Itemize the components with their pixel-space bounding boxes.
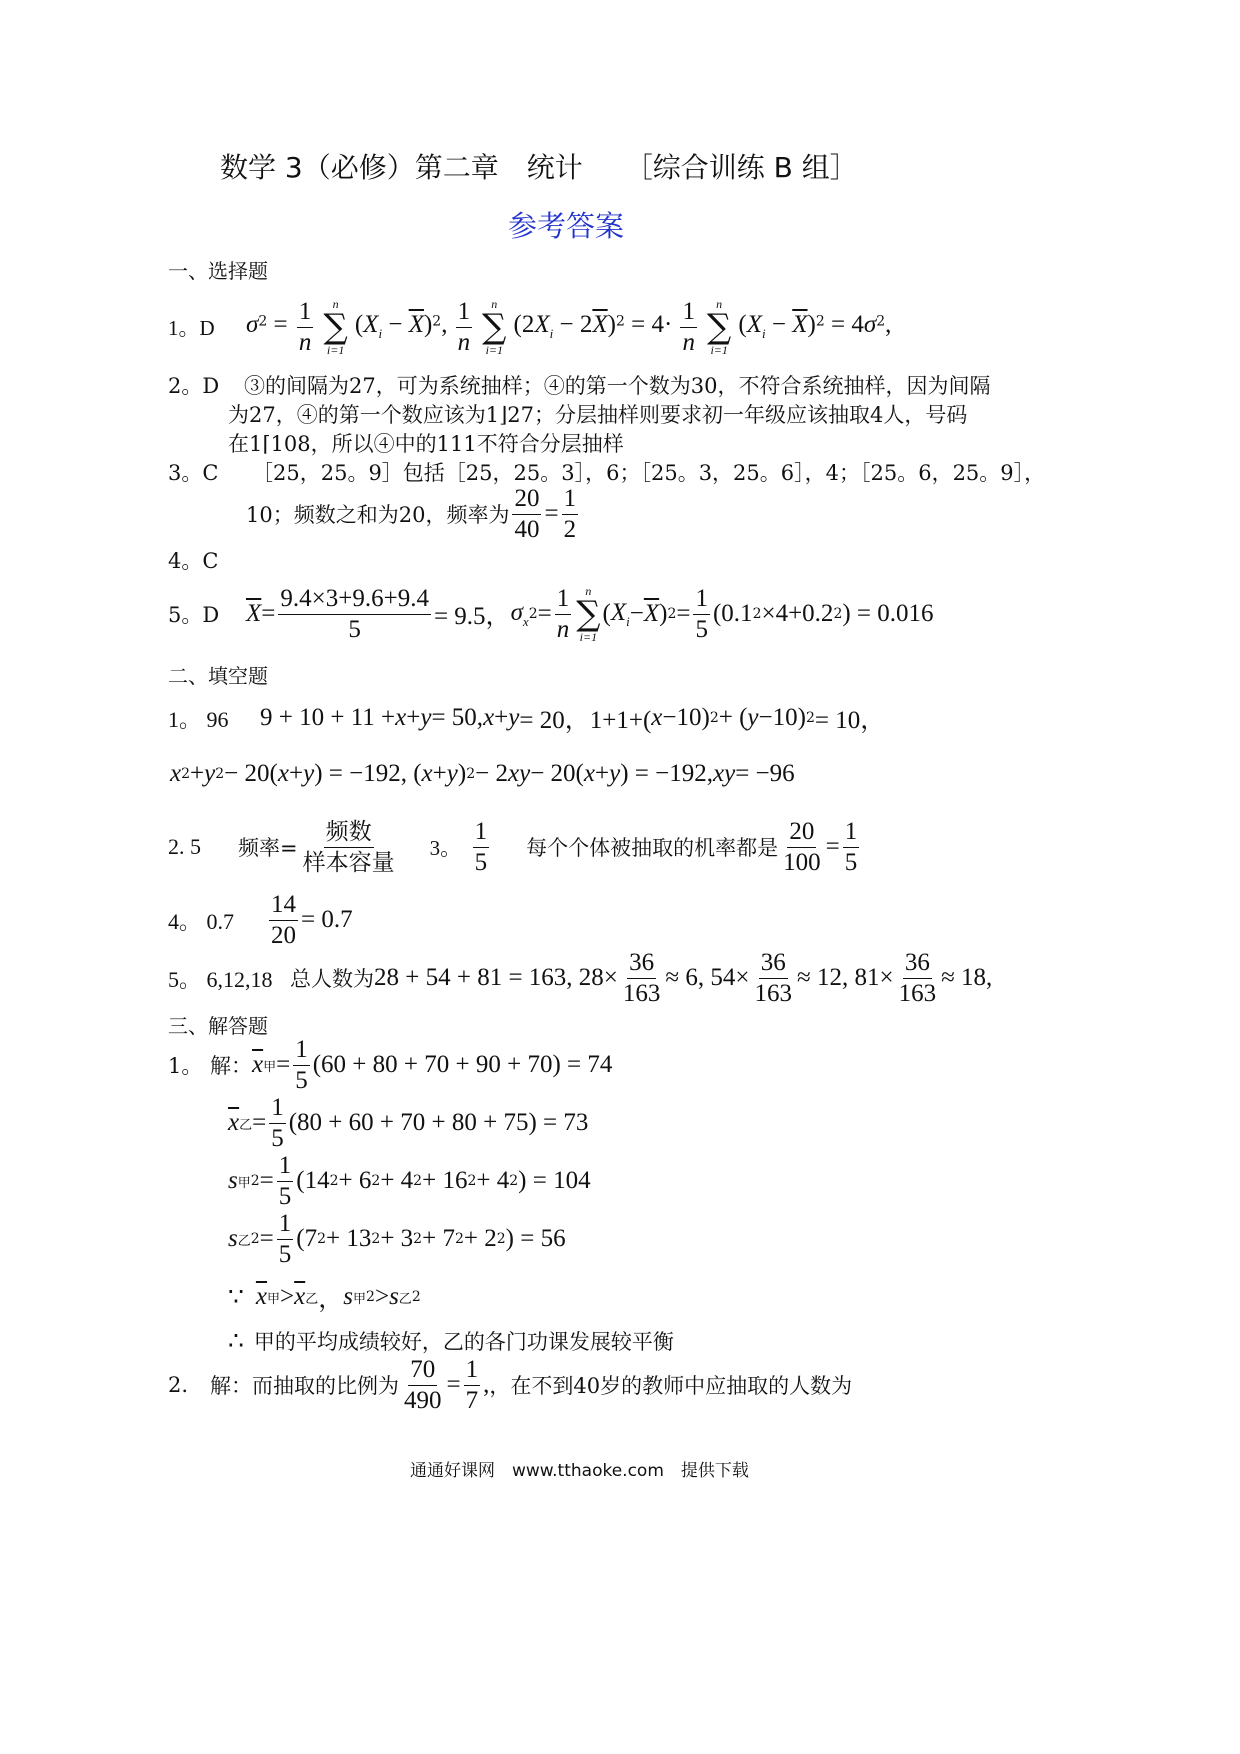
choice-q5: 5。D $\overline{X}$ = $\frac{9.4\times 3+9.6+9.4}{5}$ = 9.5， $\sigma_x$ 2 = $\frac{1}{n}$ n ∑ i=1 ( $X_i$ − $\overline{X}$ ) 2 = $\frac{1}{5}$ (0.1 2 ×4+0.2 2 ) = 0.016	[168, 584, 934, 644]
choice-q2-line1: ③的间隔为27，可为系统抽样；④的第一个数为30，不符合系统抽样，因为间隔	[244, 374, 991, 398]
section-solve-heading: 三、解答题	[168, 1014, 268, 1038]
fill-q2-text: 频率=	[238, 836, 298, 860]
choice-q3-line2-row: 10；频数之和为20，频率为 $\frac{20}{40}$ = $\frac{1}{2}$	[246, 484, 577, 543]
fill-q4: 4。 0.7 $\frac{14}{20}$ = 0.7	[168, 890, 353, 949]
fill-q5-text: 总人数为	[290, 967, 374, 991]
solve-q1-line4: s 乙 2 = $\frac{1}{5}$ (7 2 + 13 2 + 3 2 + 7 2 + 2 2 ) = 56	[228, 1209, 566, 1268]
solve-q2: 2. 解：而抽取的比例为 $\frac{70}{490}$ = $\frac{1}{7}$ , ，在不到40岁的教师中应抽取的人数为	[168, 1355, 853, 1414]
choice-q2-line3: 在1⌈108，所以④中的111不符合分层抽样	[228, 432, 624, 456]
footer-credit: 通通好课网 www.tthaoke.com 提供下载	[410, 1461, 749, 1481]
choice-q5-label: 5。D	[168, 603, 220, 627]
solve-q2-post: ，在不到40岁的教师中应抽取的人数为	[489, 1374, 853, 1398]
page-subtitle: 参考答案	[508, 209, 625, 243]
fill-q4-label: 4。 0.7	[168, 908, 235, 934]
fill-q2-den: 样本容量	[302, 849, 395, 876]
solve-q1-line5: ∵ $\overline{x}$ 甲 > $\overline{x}$ 乙 ， s 甲 2 > s 乙 2	[228, 1283, 421, 1313]
fill-q1-label: 1。 96	[168, 706, 229, 732]
therefore-symbol: ∴	[228, 1328, 244, 1355]
choice-q3-line1: ［25，25。9］包括［25，25。3］，6；［25。3，25。6］，4；［25。6，25。9］，	[252, 461, 1046, 485]
choice-q2-line2: 为27，④的第一个数应该为1⌋27；分层抽样则要求初一年级应该抽取4人，号码	[228, 403, 968, 427]
fill-q2-q3: 2. 5 频率= $\frac{\text{频数}}{\text{样本容量}}$ 3。 $\frac{1}{5}$ 每个个体被抽取的机率都是 $\frac{20}{100}$ = $\frac{1}{5}$	[168, 817, 858, 876]
fill-q1: 1。 96 9 + 10 + 11 + x + y = 50, x + y = 20，1+1+( x −10) 2 + ( y −10) 2 = 10，	[168, 704, 886, 734]
fill-q3-label: 3。	[429, 836, 462, 860]
solve-q1-label: 1。	[168, 1054, 203, 1078]
fill-q3-text: 每个个体被抽取的机率都是	[526, 836, 779, 860]
solve-q1-line3: s 甲 2 = $\frac{1}{5}$ (14 2 + 6 2 + 4 2 + 16 2 + 4 2 ) = 104	[228, 1151, 591, 1210]
fill-q5: 5。 6,12,18 总人数为 28 + 54 + 81 = 163, 28× $\frac{36}{163}$ ≈ 6, 54× $\frac{36}{163}$ ≈ 12, 81× $\frac{36}{163}$ ≈ 18,	[168, 948, 993, 1007]
choice-q1-label: 1。D	[168, 316, 215, 340]
fill-q2-num: 频数	[324, 817, 374, 848]
solve-q1-line2: $\overline{x}$ 乙 = $\frac{1}{5}$ (80 + 60 + 70 + 80 + 75) = 73	[228, 1093, 589, 1152]
section-choice-heading: 一、选择题	[168, 259, 268, 283]
choice-q4-label: 4。C	[168, 549, 219, 573]
choice-q3-label: 3。C	[168, 461, 219, 485]
choice-q1-formula: $\sigma^2$ = $\frac{1}{n}$ n ∑ i=1 $(X_i - \overline{X})^2$, $\frac{1}{n}$ n ∑ i=1 $(2X_i - 2\overline{X})^2 = 4\cdot$ $\frac{1}{n}$ n ∑ i=1 $(X_i - \overline{X})^2 = 4\sigma^2$,	[246, 297, 892, 357]
choice-q3-line2: 10；频数之和为20，频率为	[246, 503, 510, 527]
choice-q1	[168, 297, 891, 357]
solve-q2-label: 2.	[168, 1373, 189, 1397]
fill-q5-label: 5。 6,12,18	[168, 966, 273, 992]
fill-q1-line2: x 2 + y 2 − 20( x + y ) = −192, ( x + y ) 2 − 2 xy − 20( x + y ) = −192, xy = −96	[170, 760, 795, 787]
fill-q2-label: 2. 5	[168, 834, 201, 859]
because-symbol: ∵	[228, 1284, 244, 1311]
solve-q1-conclusion: 甲的平均成绩较好，乙的各门功课发展较平衡	[253, 1330, 674, 1354]
page-title: 数学 3（必修）第二章 统计 ［综合训练 B 组］	[220, 151, 858, 184]
choice-q2-label: 2。D	[168, 374, 220, 398]
solve-q1-jie: 解：	[210, 1054, 252, 1078]
solve-q1-conclusion-row	[228, 1326, 674, 1356]
section-fill-heading: 二、填空题	[168, 664, 268, 688]
solve-q1-line1: 1。 解： $\overline{x}$ 甲 = $\frac{1}{5}$ (60 + 80 + 70 + 90 + 70) = 74	[168, 1035, 613, 1094]
solve-q2-pre: 解：而抽取的比例为	[210, 1374, 399, 1398]
